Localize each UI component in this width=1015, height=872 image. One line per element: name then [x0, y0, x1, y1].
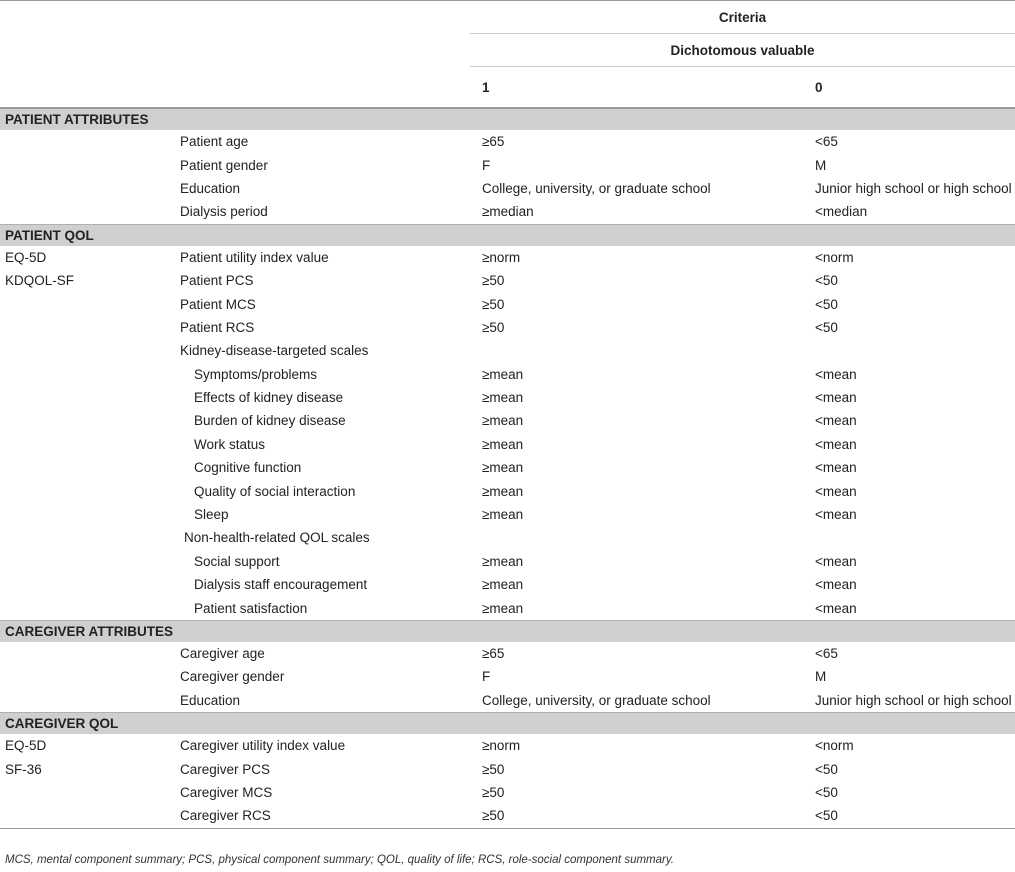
table-row — [0, 339, 1015, 362]
value-one-cell: ≥50 — [482, 761, 505, 777]
value-zero-cell: M — [815, 157, 827, 173]
instrument-cell — [0, 339, 172, 362]
value-zero-cell: <50 — [807, 804, 1015, 828]
value-zero-cell: <norm — [815, 249, 854, 265]
table-row — [0, 526, 1015, 549]
value-zero-cell: <50 — [815, 761, 838, 777]
table-row — [0, 479, 1015, 502]
value-zero-cell: <65 — [815, 646, 838, 661]
table-row — [0, 757, 1015, 780]
table-row — [0, 246, 1015, 269]
instrument-cell — [0, 479, 172, 502]
variable-cell: Social support — [194, 553, 280, 569]
value-one-cell: ≥mean — [482, 577, 524, 593]
section-title: PATIENT ATTRIBUTES — [0, 108, 1015, 130]
instrument-cell — [0, 386, 172, 409]
variable-cell: Education — [180, 692, 241, 708]
instrument-cell — [0, 409, 172, 432]
table-row — [0, 642, 1015, 665]
section-header-row — [0, 712, 1015, 734]
value-zero-cell — [807, 339, 1015, 362]
table-row — [0, 433, 1015, 456]
header-criteria: Criteria — [470, 1, 1015, 34]
value-one-cell: ≥mean — [482, 600, 524, 616]
value-one-cell: ≥65 — [482, 646, 505, 661]
value-one-cell: ≥mean — [482, 436, 524, 452]
instrument-cell — [0, 526, 172, 549]
variable-cell: Patient gender — [180, 157, 268, 173]
table-body — [0, 108, 1015, 828]
table-row — [0, 363, 1015, 386]
instrument-cell — [0, 804, 172, 828]
variable-cell: Patient age — [180, 134, 249, 150]
table-row — [0, 503, 1015, 526]
value-one-cell: ≥median — [482, 204, 534, 220]
variable-cell: Caregiver RCS — [172, 804, 470, 828]
table-row — [0, 292, 1015, 315]
variable-cell: Caregiver MCS — [180, 784, 273, 800]
value-zero-cell: <norm — [815, 738, 854, 754]
instrument-cell — [0, 433, 172, 456]
value-one-cell: College, university, or graduate school — [482, 180, 711, 196]
value-one-cell: ≥mean — [482, 366, 524, 382]
table-row — [0, 781, 1015, 804]
value-zero-cell: <65 — [815, 134, 838, 150]
variable-cell: Patient utility index value — [180, 249, 329, 265]
instrument-cell — [0, 363, 172, 386]
value-one-cell: ≥mean — [482, 553, 524, 569]
table-header — [0, 1, 1015, 109]
variable-cell: Work status — [194, 436, 266, 452]
instrument-cell — [0, 292, 172, 315]
value-zero-cell: <mean — [815, 390, 857, 406]
value-one-cell: ≥50 — [482, 784, 505, 800]
variable-cell: Symptoms/problems — [194, 366, 318, 382]
value-zero-cell: <50 — [815, 784, 838, 800]
section-header-row — [0, 108, 1015, 130]
variable-cell: Non-health-related QOL scales — [184, 530, 370, 546]
section-title: PATIENT QOL — [0, 224, 1015, 246]
value-one-cell — [470, 339, 807, 362]
table-row — [0, 665, 1015, 688]
header-value-zero: 0 — [807, 67, 1015, 109]
instrument-cell — [0, 596, 172, 620]
value-zero-cell — [807, 526, 1015, 549]
variable-cell: Kidney-disease-targeted scales — [180, 343, 369, 359]
value-one-cell: ≥mean — [482, 483, 524, 499]
value-zero-cell: <median — [815, 204, 868, 220]
value-one-cell: ≥norm — [482, 738, 521, 754]
value-one-cell: ≥50 — [470, 804, 807, 828]
instrument-cell — [0, 781, 172, 804]
instrument-cell — [0, 573, 172, 596]
variable-cell: Patient RCS — [180, 319, 255, 335]
instrument-cell — [0, 689, 172, 713]
value-one-cell: ≥50 — [482, 273, 505, 289]
value-one-cell: F — [482, 669, 491, 685]
table-row — [0, 130, 1015, 153]
value-zero-cell: <50 — [815, 319, 838, 335]
instrument-cell — [0, 665, 172, 688]
value-one-cell: ≥50 — [482, 296, 505, 312]
value-zero-cell: <mean — [815, 460, 857, 476]
instrument-cell — [0, 153, 172, 176]
variable-cell: Effects of kidney disease — [194, 390, 344, 406]
table-row — [0, 200, 1015, 224]
table-row — [0, 177, 1015, 200]
value-zero-cell: M — [815, 669, 827, 685]
value-one-cell: ≥mean — [482, 390, 524, 406]
variable-cell: Quality of social interaction — [194, 483, 356, 499]
table-row — [0, 456, 1015, 479]
table-row — [0, 804, 1015, 828]
header-dichotomous: Dichotomous valuable — [470, 34, 1015, 67]
value-zero-cell: Junior high school or high school — [815, 692, 1012, 708]
variable-cell: Dialysis staff encouragement — [194, 577, 368, 593]
instrument-cell — [0, 316, 172, 339]
table-row — [0, 596, 1015, 620]
value-zero-cell: <50 — [815, 273, 838, 289]
value-zero-cell: <mean — [815, 483, 857, 499]
value-one-cell: College, university, or graduate school — [482, 692, 711, 708]
variable-cell: Sleep — [194, 507, 229, 523]
table-row — [0, 153, 1015, 176]
instrument-cell — [0, 130, 172, 153]
table-row — [0, 550, 1015, 573]
table-footnote: MCS, mental component summary; PCS, physical component summary; QOL, quality of life; RCS, role-social component summary. — [5, 854, 674, 866]
value-one-cell: ≥mean — [482, 460, 524, 476]
table-row — [0, 269, 1015, 292]
variable-cell: Caregiver PCS — [180, 761, 271, 777]
section-header-row — [0, 224, 1015, 246]
value-zero-cell: <mean — [815, 436, 857, 452]
table-row — [0, 573, 1015, 596]
variable-cell: Patient PCS — [180, 273, 254, 289]
instrument-cell — [0, 456, 172, 479]
value-one-cell: ≥65 — [482, 134, 505, 150]
value-one-cell: ≥norm — [482, 249, 521, 265]
variable-cell: Caregiver gender — [180, 669, 285, 685]
value-one-cell — [470, 526, 807, 549]
instrument-cell: EQ-5D — [5, 249, 47, 265]
variable-cell: Caregiver utility index value — [180, 738, 346, 754]
instrument-cell — [0, 200, 172, 224]
instrument-cell: KDQOL-SF — [5, 273, 75, 289]
value-zero-cell: <mean — [815, 577, 857, 593]
table-row — [0, 316, 1015, 339]
section-title: CAREGIVER ATTRIBUTES — [0, 620, 1015, 642]
value-one-cell: ≥mean — [482, 413, 524, 429]
table-row — [0, 734, 1015, 757]
variable-cell: Cognitive function — [194, 460, 302, 476]
section-header-row — [0, 620, 1015, 642]
value-zero-cell: <mean — [815, 366, 857, 382]
variable-cell: Education — [180, 180, 241, 196]
table-row — [0, 409, 1015, 432]
variable-cell: Burden of kidney disease — [194, 413, 346, 429]
instrument-cell: SF-36 — [5, 761, 42, 777]
value-one-cell: ≥mean — [482, 507, 524, 523]
section-title: CAREGIVER QOL — [0, 712, 1015, 734]
value-zero-cell: <mean — [815, 553, 857, 569]
instrument-cell — [0, 642, 172, 665]
variable-cell: Dialysis period — [180, 204, 268, 220]
instrument-cell — [0, 550, 172, 573]
instrument-cell — [0, 503, 172, 526]
value-zero-cell: <50 — [815, 296, 838, 312]
variable-cell: Patient satisfaction — [194, 600, 308, 616]
value-one-cell: F — [482, 157, 491, 173]
table-row — [0, 386, 1015, 409]
instrument-cell — [0, 177, 172, 200]
header-value-one: 1 — [470, 67, 807, 109]
value-zero-cell: Junior high school or high school — [815, 180, 1012, 196]
variable-cell: Patient MCS — [180, 296, 256, 312]
value-zero-cell: <mean — [815, 600, 857, 616]
variable-cell: Caregiver age — [180, 646, 265, 661]
value-zero-cell: <mean — [815, 413, 857, 429]
value-one-cell: ≥50 — [482, 319, 505, 335]
value-zero-cell: <mean — [815, 507, 857, 523]
table-row — [0, 689, 1015, 713]
instrument-cell: EQ-5D — [5, 738, 47, 754]
